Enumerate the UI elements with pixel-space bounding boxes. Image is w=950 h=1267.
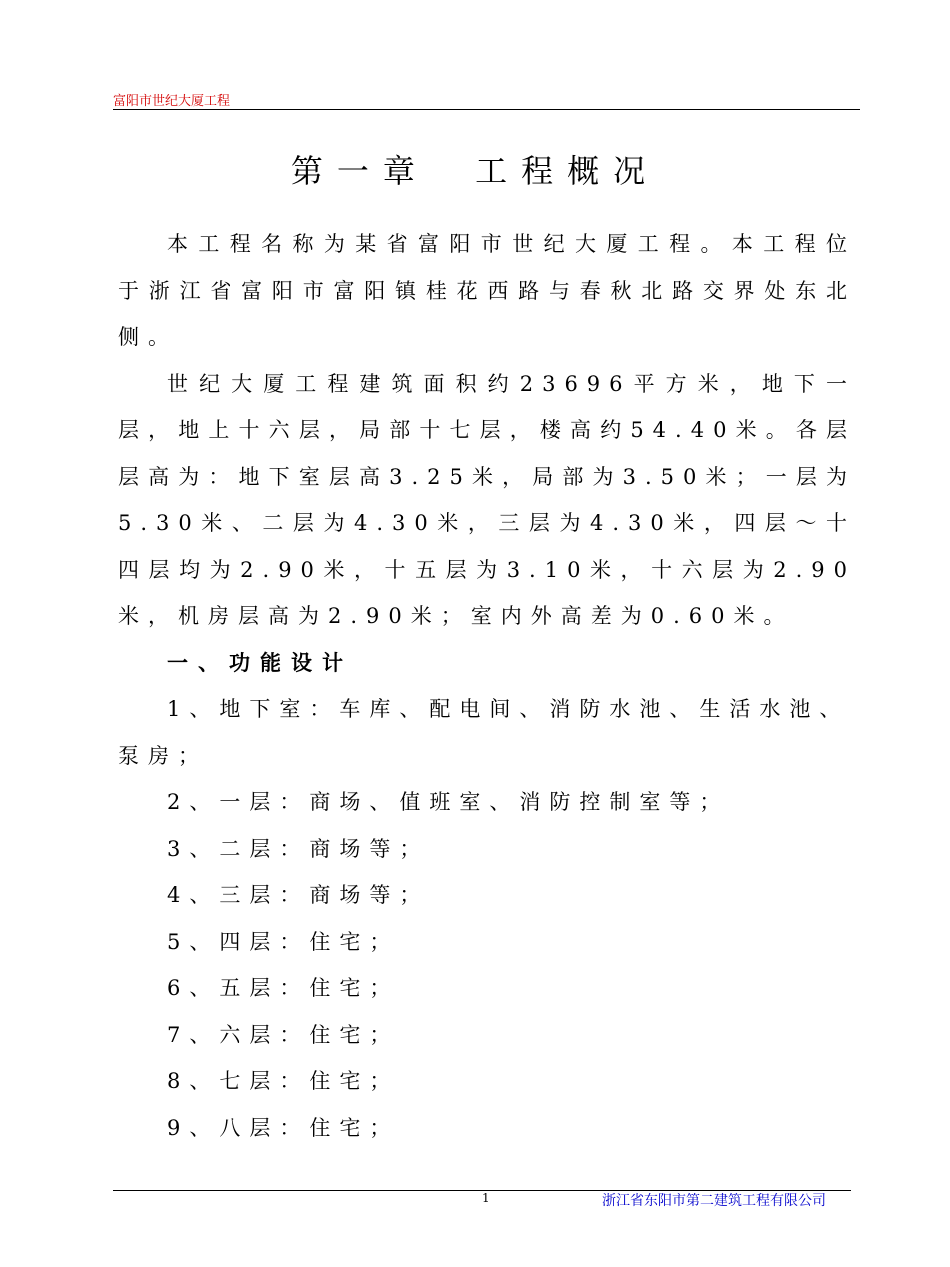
- paragraph-building-specs: 世纪大厦工程建筑面积约23696平方米，地下一层，地上十六层，局部十七层，楼高约54.40米。各层层高为：地下室层高3.25米，局部为3.50米；一层为5.30米、二层为4.30米，三层为4.30米，四层～十四层均为2.90米，十五层为3.10米，十六层为2.90米，机房层高为2.90米；室内外高差为0.60米。: [118, 371, 856, 628]
- list-item: 1、地下室：车库、配电间、消防水池、生活水池、泵房；: [118, 697, 850, 768]
- header-rule: [113, 109, 860, 110]
- header-project-name: 富阳市世纪大厦工程: [113, 94, 231, 109]
- list-item: 6、五层：住宅；: [167, 976, 400, 1000]
- list-item: 7、六层：住宅；: [167, 1022, 400, 1047]
- document-body: [118, 221, 856, 1151]
- page-number: 1: [482, 1191, 490, 1205]
- list-item: 2、一层：商场、值班室、消防控制室等；: [167, 790, 730, 814]
- paragraph-project-location: 本工程名称为某省富阳市世纪大厦工程。本工程位于浙江省富阳市富阳镇桂花西路与春秋北路交界处东北侧。: [118, 232, 856, 349]
- list-item: 5、四层：住宅；: [167, 929, 400, 954]
- section-heading: 一、功能设计: [167, 650, 353, 675]
- chapter-title: 第一章 工程概况: [290, 152, 660, 190]
- list-item: 3、二层：商场等；: [167, 836, 430, 861]
- footer-company-name: 浙江省东阳市第二建筑工程有限公司: [602, 1193, 826, 1209]
- list-item: 9、八层：住宅；: [167, 1115, 400, 1140]
- list-item: 8、七层：住宅；: [167, 1069, 400, 1093]
- list-item: 4、三层：商场等；: [167, 883, 430, 907]
